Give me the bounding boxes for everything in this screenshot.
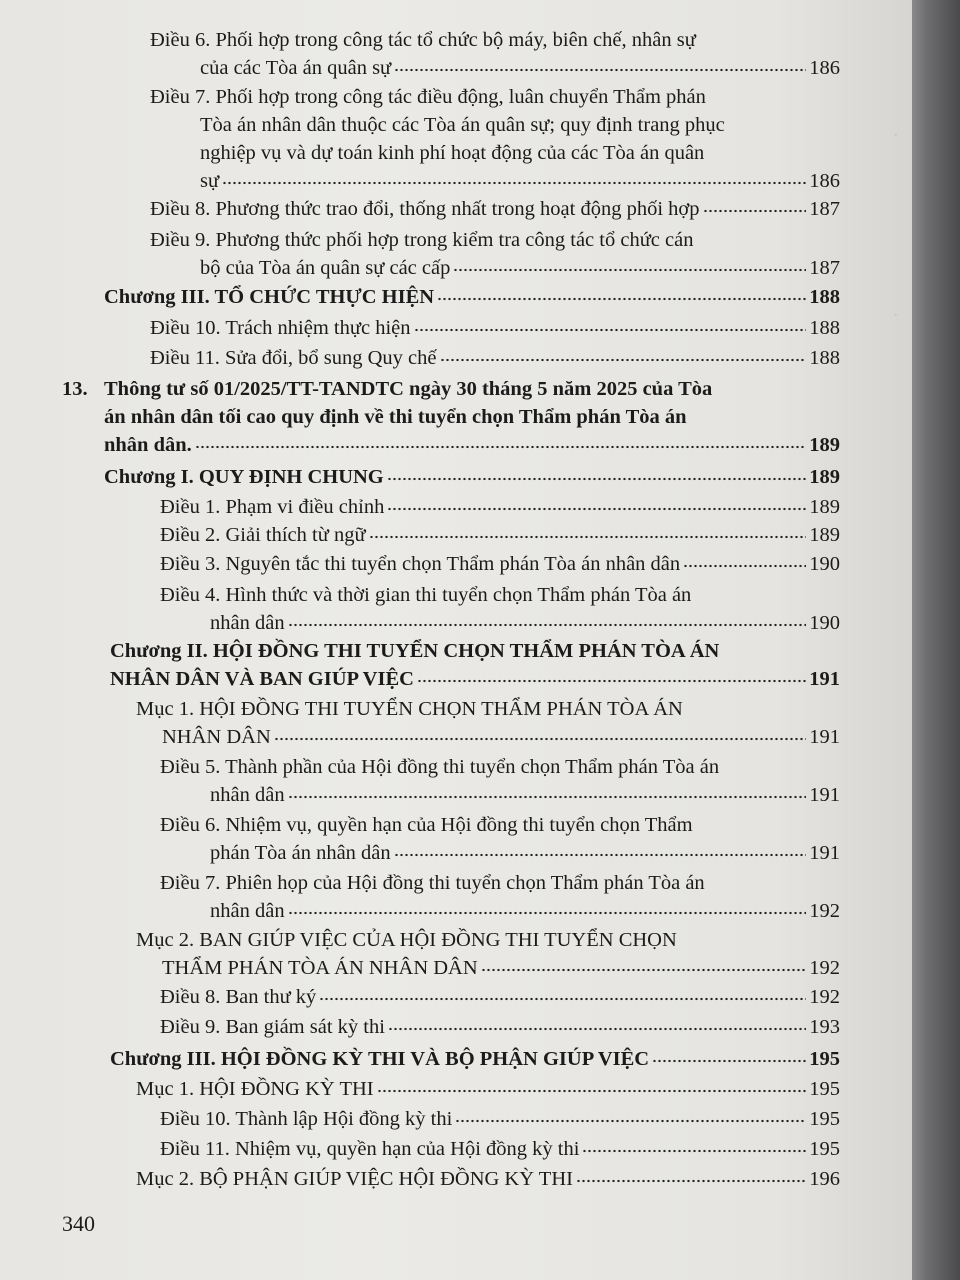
dot-leader xyxy=(319,994,806,1004)
entry-line: của các Tòa án quân sự xyxy=(200,57,392,79)
entry-page: 191 xyxy=(809,784,840,806)
entry-page: 192 xyxy=(809,957,840,979)
toc-entry xyxy=(150,195,840,223)
entry-line: THẨM PHÁN TÒA ÁN NHÂN DÂN xyxy=(162,957,478,979)
toc-entry-chapter xyxy=(104,283,840,311)
toc-entry xyxy=(160,983,840,1011)
entry-line: Điều 6. Phối hợp trong công tác tổ chức bộ máy, biên chế, nhân sự xyxy=(150,29,696,51)
entry-line: Chương III. TỔ CHỨC THỰC HIỆN xyxy=(104,286,435,308)
toc-entry xyxy=(150,314,840,342)
entry-page: 192 xyxy=(809,986,840,1008)
entry-line: Điều 10. Thành lập Hội đồng kỳ thi xyxy=(160,1108,453,1130)
dot-leader xyxy=(377,1086,807,1096)
entry-page: 190 xyxy=(809,612,840,634)
entry-line: Điều 9. Ban giám sát kỳ thi xyxy=(160,1016,385,1038)
dot-leader xyxy=(455,1116,806,1126)
dot-leader xyxy=(369,532,807,542)
dot-leader xyxy=(683,561,806,571)
dot-leader xyxy=(288,792,807,802)
entry-line: Chương II. HỘI ĐỒNG THI TUYỂN CHỌN THẨM PHÁN TÒA ÁN xyxy=(110,640,720,662)
entry-page: 195 xyxy=(809,1138,840,1160)
entry-page: 186 xyxy=(809,170,840,192)
toc-entry-section xyxy=(136,1075,840,1103)
dot-leader xyxy=(481,965,807,975)
dot-leader xyxy=(387,474,807,484)
dot-leader xyxy=(388,1024,806,1034)
entry-line: Chương III. HỘI ĐỒNG KỲ THI VÀ BỘ PHẬN GIÚP VIỆC xyxy=(110,1048,650,1070)
entry-line: Điều 1. Phạm vi điều chỉnh xyxy=(160,496,385,518)
toc-entry xyxy=(160,1013,840,1041)
toc-entry xyxy=(160,493,840,521)
toc-entry xyxy=(150,26,840,82)
toc-entry xyxy=(160,581,840,637)
entry-line: Mục 1. HỘI ĐỒNG THI TUYỂN CHỌN THẨM PHÁN TÒA ÁN xyxy=(136,698,683,720)
dot-leader xyxy=(288,620,807,630)
entry-line: bộ của Tòa án quân sự các cấp xyxy=(200,257,451,279)
dot-leader xyxy=(394,850,807,860)
entry-page: 195 xyxy=(809,1078,840,1100)
entry-line: Mục 1. HỘI ĐỒNG KỲ THI xyxy=(136,1078,374,1100)
entry-line: nhân dân xyxy=(210,900,285,922)
entry-line: NHÂN DÂN VÀ BAN GIÚP VIỆC xyxy=(110,668,414,690)
entry-page: 189 xyxy=(809,496,840,518)
entry-line: Điều 4. Hình thức và thời gian thi tuyển chọn Thẩm phán Tòa án xyxy=(160,584,692,606)
entry-line: Mục 2. BỘ PHẬN GIÚP VIỆC HỘI ĐỒNG KỲ THI xyxy=(136,1168,573,1190)
entry-page: 191 xyxy=(809,842,840,864)
entry-page: 190 xyxy=(809,553,840,575)
entry-page: 187 xyxy=(809,198,840,220)
toc-entry xyxy=(160,811,840,867)
toc-entry-section xyxy=(136,695,840,751)
dot-leader xyxy=(453,265,806,275)
entry-page: 191 xyxy=(809,668,840,690)
toc-entry xyxy=(150,226,840,282)
toc-entry xyxy=(160,753,840,809)
entry-page: 196 xyxy=(809,1168,840,1190)
entry-line: phán Tòa án nhân dân xyxy=(210,842,391,864)
entry-line: Chương I. QUY ĐỊNH CHUNG xyxy=(104,466,384,488)
toc-entry-chapter xyxy=(110,1045,840,1073)
item-number: 13. xyxy=(62,378,88,400)
entry-line: nhân dân xyxy=(210,784,285,806)
toc-entry xyxy=(160,1105,840,1133)
entry-line: Điều 6. Nhiệm vụ, quyền hạn của Hội đồng thi tuyển chọn Thẩm xyxy=(160,814,693,836)
entry-page: 192 xyxy=(809,900,840,922)
entry-page: 195 xyxy=(809,1108,840,1130)
entry-line: Điều 9. Phương thức phối hợp trong kiểm tra công tác tổ chức cán xyxy=(150,229,694,251)
dot-leader xyxy=(288,908,807,918)
toc-entry-chapter xyxy=(110,637,840,693)
dot-leader xyxy=(394,65,806,75)
entry-line: Mục 2. BAN GIÚP VIỆC CỦA HỘI ĐỒNG THI TUYỂN CHỌN xyxy=(136,929,677,951)
show-through-decoration: . . xyxy=(893,120,898,320)
entry-line: nhân dân xyxy=(210,612,285,634)
page-number: 340 xyxy=(62,1211,95,1236)
entry-line: Thông tư số 01/2025/TT-TANDTC ngày 30 tháng 5 năm 2025 của Tòa xyxy=(104,378,713,400)
toc-entry xyxy=(160,550,840,578)
toc-entry xyxy=(160,1135,840,1163)
entry-line: Điều 7. Phối hợp trong công tác điều động, luân chuyển Thẩm phán xyxy=(150,86,706,108)
dot-leader xyxy=(576,1176,806,1186)
entry-line: án nhân dân tối cao quy định về thi tuyển chọn Thẩm phán Tòa án xyxy=(104,406,687,428)
entry-page: 189 xyxy=(809,524,840,546)
page-stack-edge xyxy=(912,0,960,1280)
entry-line: sự xyxy=(200,170,220,192)
dot-leader xyxy=(582,1146,806,1156)
entry-line: Điều 10. Trách nhiệm thực hiện xyxy=(150,317,411,339)
entry-line: Điều 11. Nhiệm vụ, quyền hạn của Hội đồng kỳ thi xyxy=(160,1138,580,1160)
entry-line: nghiệp vụ và dự toán kinh phí hoạt động của các Tòa án quân xyxy=(200,142,705,164)
toc-entry xyxy=(160,869,840,925)
entry-line: Điều 3. Nguyên tắc thi tuyển chọn Thẩm phán Tòa án nhân dân xyxy=(160,553,681,575)
dot-leader xyxy=(195,442,806,452)
dot-leader xyxy=(437,294,806,304)
entry-line: nhân dân. xyxy=(104,434,192,456)
dot-leader xyxy=(274,734,806,744)
entry-page: 191 xyxy=(809,726,840,748)
dot-leader xyxy=(222,178,806,188)
entry-page: 188 xyxy=(809,347,840,369)
entry-page: 189 xyxy=(809,434,840,456)
toc-entry-section xyxy=(136,926,840,982)
entry-page: 187 xyxy=(809,257,840,279)
entry-page: 195 xyxy=(809,1048,840,1070)
toc-entry xyxy=(150,83,840,195)
dot-leader xyxy=(652,1056,806,1066)
dot-leader xyxy=(703,206,807,216)
entry-line: Điều 8. Phương thức trao đổi, thống nhất trong hoạt động phối hợp xyxy=(150,198,700,220)
dot-leader xyxy=(440,355,807,365)
toc-entry xyxy=(160,521,840,549)
entry-line: Điều 5. Thành phần của Hội đồng thi tuyển chọn Thẩm phán Tòa án xyxy=(160,756,720,778)
toc-entry-document xyxy=(104,375,840,459)
dot-leader xyxy=(387,504,806,514)
entry-line: Điều 8. Ban thư ký xyxy=(160,986,317,1008)
dot-leader xyxy=(414,325,807,335)
entry-line: Tòa án nhân dân thuộc các Tòa án quân sự; quy định trang phục xyxy=(200,114,725,136)
entry-line: Điều 7. Phiên họp của Hội đồng thi tuyển chọn Thẩm phán Tòa án xyxy=(160,872,705,894)
entry-page: 188 xyxy=(809,286,840,308)
toc-entry-section xyxy=(136,1165,840,1193)
entry-line: Điều 11. Sửa đổi, bổ sung Quy chế xyxy=(150,347,437,369)
entry-line: NHÂN DÂN xyxy=(162,726,271,748)
entry-line: Điều 2. Giải thích từ ngữ xyxy=(160,524,366,546)
entry-page: 193 xyxy=(809,1016,840,1038)
entry-page: 189 xyxy=(809,466,840,488)
toc-entry xyxy=(150,344,840,372)
dot-leader xyxy=(417,676,806,686)
toc-entry-chapter xyxy=(104,463,840,491)
entry-page: 186 xyxy=(809,57,840,79)
entry-page: 188 xyxy=(809,317,840,339)
